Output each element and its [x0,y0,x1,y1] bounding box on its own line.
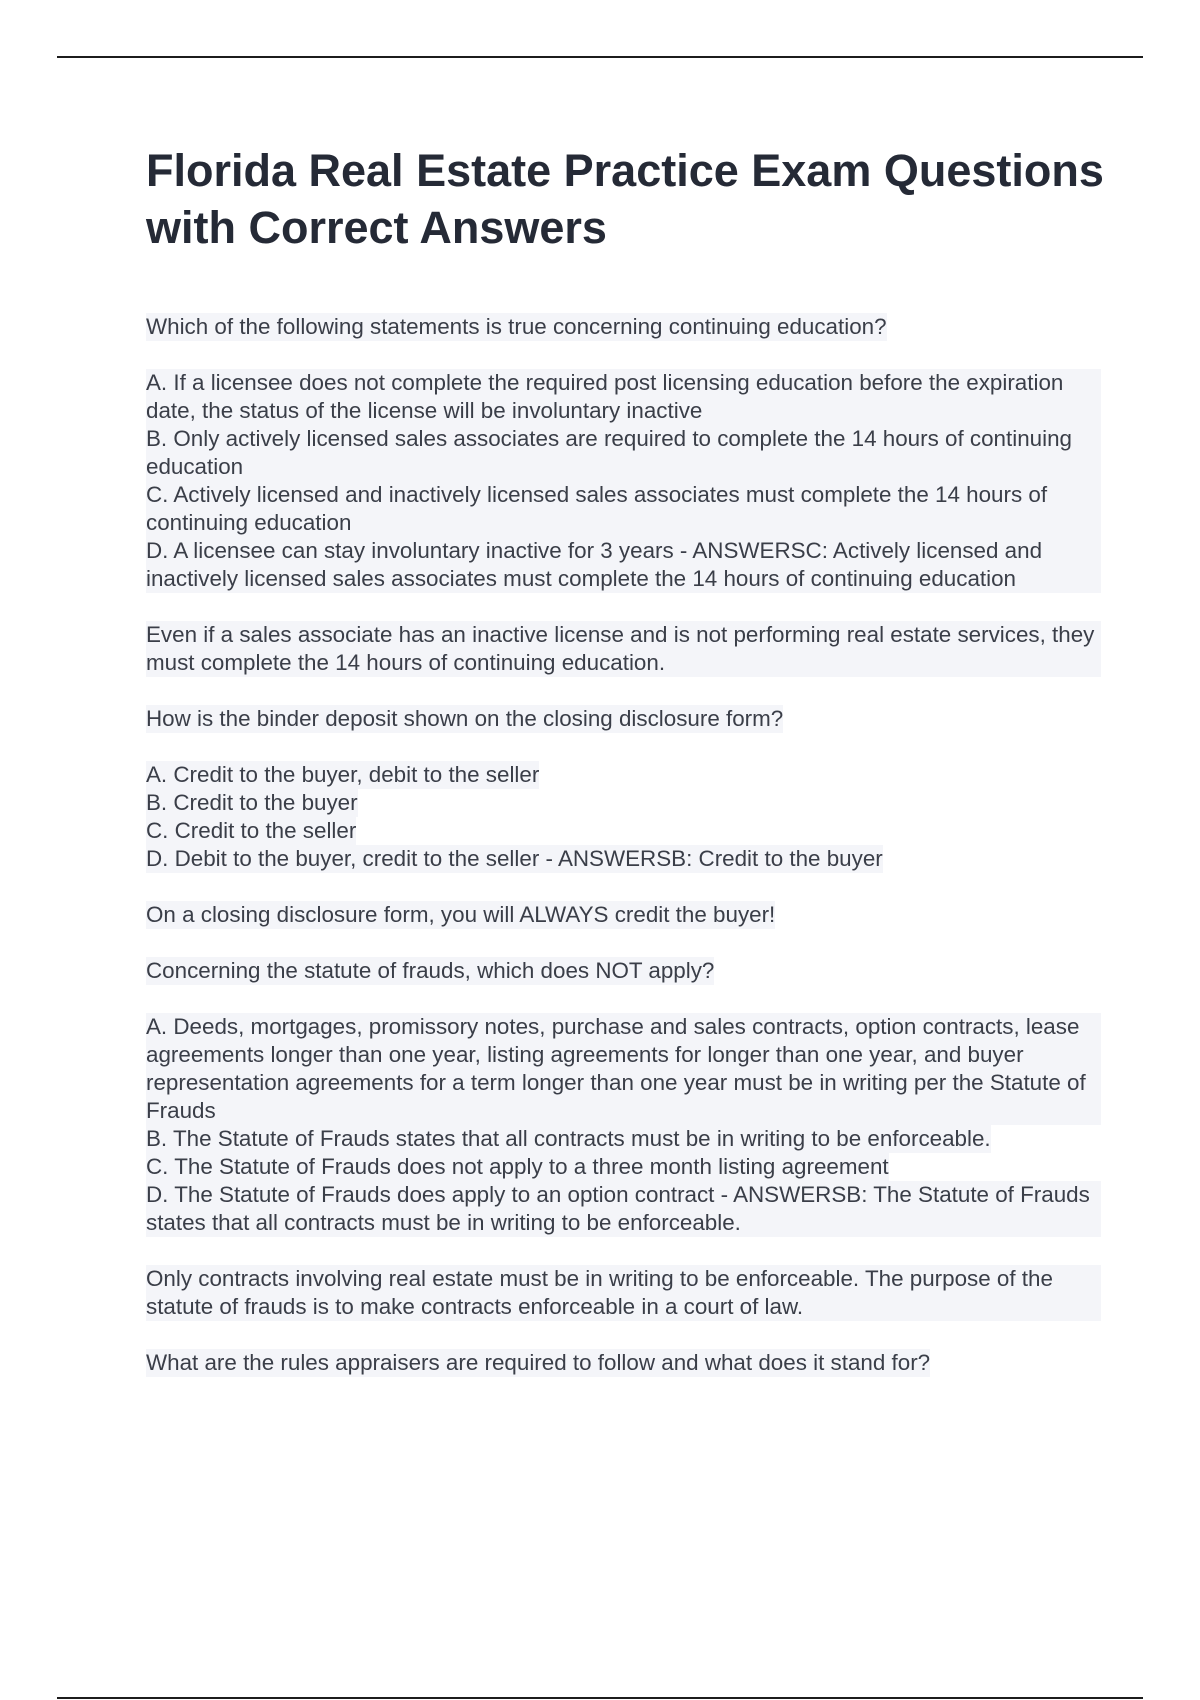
question-4 [146,1349,1101,1377]
explanation-3 [146,1265,1101,1321]
option-b: B. Credit to the buyer [146,790,358,815]
bottom-rule [57,1697,1143,1699]
option-c: C. Actively licensed and inactively licensed sales associates must complete the 14 hours of continuing education [146,481,1101,537]
answer-options-2 [146,761,1101,873]
option-a: A. Deeds, mortgages, promissory notes, purchase and sales contracts, option contracts, lease agreements longer than one year, listing agreements for longer than one year, and buyer representation agreements for a term longer than one year must be in writing per the Statute of Frauds [146,1013,1101,1125]
option-d-answer: D. The Statute of Frauds does apply to an option contract - ANSWERSB: The Statute of Frauds states that all contracts must be in writing to be enforceable. [146,1181,1101,1237]
option-a: A. Credit to the buyer, debit to the seller [146,762,540,787]
question-1 [146,313,1101,341]
question-text: What are the rules appraisers are required to follow and what does it stand for? [146,1350,931,1375]
question-3 [146,957,1101,985]
option-d-answer: D. A licensee can stay involuntary inactive for 3 years - ANSWERSC: Actively licensed and inactively licensed sales associates must complete the 14 hours of continuing education [146,537,1101,593]
document-body [146,313,1101,1405]
question-2 [146,705,1101,733]
explanation-1 [146,621,1101,677]
question-text: How is the binder deposit shown on the closing disclosure form? [146,706,784,731]
option-b: B. Only actively licensed sales associates are required to complete the 14 hours of continuing education [146,425,1101,481]
option-d-answer: D. Debit to the buyer, credit to the seller - ANSWERSB: Credit to the buyer [146,846,883,871]
option-c: C. The Statute of Frauds does not apply to a three month listing agreement [146,1154,889,1179]
top-rule [57,56,1143,58]
page-title: Florida Real Estate Practice Exam Questions with Correct Answers [146,145,1104,253]
option-b: B. The Statute of Frauds states that all contracts must be in writing to be enforceable. [146,1126,991,1151]
option-c: C. Credit to the seller [146,818,357,843]
question-text: Concerning the statute of frauds, which does NOT apply? [146,958,715,983]
option-a: A. If a licensee does not complete the required post licensing education before the expiration date, the status of the license will be involuntary inactive [146,369,1101,425]
question-text: Which of the following statements is true concerning continuing education? [146,314,887,339]
explanation-text: Even if a sales associate has an inactive license and is not performing real estate services, they must complete the 14 hours of continuing education. [146,621,1101,677]
explanation-2 [146,901,1101,929]
answer-options-1 [146,369,1101,593]
explanation-text: On a closing disclosure form, you will ALWAYS credit the buyer! [146,902,776,927]
explanation-text: Only contracts involving real estate must be in writing to be enforceable. The purpose of the statute of frauds is to make contracts enforceable in a court of law. [146,1265,1101,1321]
answer-options-3 [146,1013,1101,1237]
